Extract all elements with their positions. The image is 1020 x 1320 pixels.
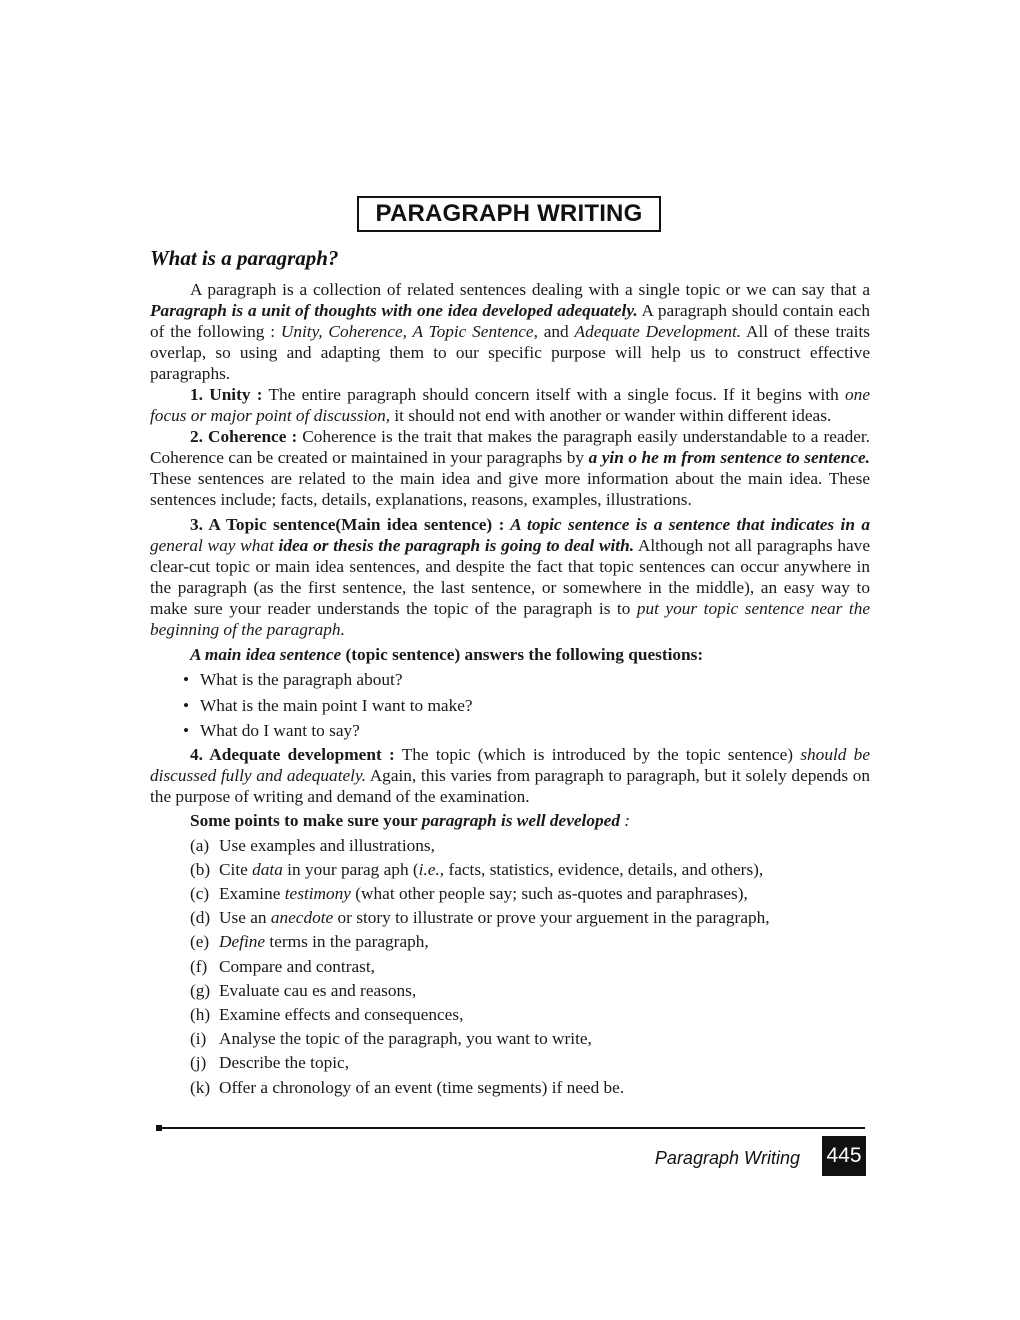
- list-item: [150, 834, 870, 858]
- item-label: (k): [190, 1077, 211, 1097]
- item-label: (c): [190, 883, 210, 903]
- item-text: Use an: [219, 908, 271, 928]
- points-heading: [150, 810, 870, 831]
- intro-text: A paragraph is a collection of related sentences dealing with a single topic or we can say that a: [190, 280, 870, 299]
- item-text: (what other people say; such as-quotes and paraphrases),: [350, 883, 748, 903]
- item-text: Evaluate cau es and reasons,: [219, 980, 417, 1000]
- item-text: Offer a chronology of an event (time segments) if need be.: [219, 1077, 625, 1097]
- list-item: [150, 906, 870, 930]
- list-item: [183, 693, 870, 719]
- list-item: [183, 718, 870, 744]
- item-label: (e): [190, 932, 210, 952]
- unity-text: it should not end with another or wander within different ideas.: [390, 406, 832, 425]
- page-title: PARAGRAPH WRITING: [357, 196, 661, 232]
- intro-text: A paragraph should contain each of the following :: [150, 301, 870, 341]
- adequate-development-paragraph: [150, 744, 870, 807]
- question-text: What do I want to say?: [200, 721, 360, 740]
- unity-text: The entire paragraph should concern itself with a single focus. If it begins with: [262, 385, 846, 404]
- points-heading-emphasis: paragraph is well developed: [421, 810, 620, 830]
- coherence-text: These sentences are related to the main idea and give more information about the main idea. These sentences include; facts, details, explanations, reasons, examples, illustrations.: [150, 469, 870, 509]
- adequate-text: The topic (which is introduced by the topic sentence): [394, 744, 801, 764]
- running-footer-title: Paragraph Writing: [654, 1148, 800, 1168]
- footer-divider: [160, 1127, 865, 1129]
- list-item: [150, 1027, 870, 1051]
- unity-label: 1. Unity :: [190, 385, 263, 404]
- list-item: [150, 1076, 870, 1100]
- traits-list: Adequate Development.: [574, 322, 742, 341]
- bullet-icon: •: [183, 670, 190, 689]
- item-text: or story to illustrate or prove your arguement in the paragraph,: [333, 908, 770, 928]
- coherence-paragraph: [150, 426, 870, 510]
- topic-label: 3. A Topic sentence(Main idea sentence) :: [190, 515, 505, 534]
- topic-text: Although not all paragraphs have clear-cut topic or main idea sentences, and despite the fact that topic sentences can occur anywhere in the paragraph (as the first sentence, the last sentence, or somewhere in the middle), an easy way to make sure your reader understands the topic of the paragraph is to: [150, 536, 870, 618]
- section-heading: What is a paragraph?: [150, 246, 339, 270]
- item-label: (h): [190, 1004, 211, 1024]
- topic-emphasis: idea or thesis the paragraph is going to deal with.: [273, 536, 635, 555]
- points-heading-colon: :: [619, 810, 631, 830]
- item-text: in your parag aph (: [282, 859, 419, 879]
- bullet-icon: •: [183, 721, 190, 740]
- adequate-italic: should be discussed fully and adequately.: [150, 744, 870, 785]
- item-italic: testimony: [284, 883, 351, 903]
- topic-italic: put your topic sentence near the beginning of the paragraph.: [150, 599, 871, 639]
- item-label: (f): [190, 956, 208, 976]
- item-italic: Define: [219, 932, 266, 952]
- item-label: (b): [190, 859, 211, 879]
- item-text: Describe the topic,: [219, 1053, 350, 1073]
- item-italic: i.e.: [418, 859, 440, 879]
- item-italic: data: [252, 859, 283, 879]
- adequate-label: 4. Adequate development :: [190, 744, 395, 764]
- item-label: (i): [190, 1029, 207, 1049]
- adequate-text: Again, this varies from paragraph to paragraph, but it solely depends on the purpose of writing and demand of the examination.: [150, 765, 870, 806]
- bullet-icon: •: [183, 695, 190, 715]
- topic-emphasis: A topic sentence is a sentence that indicates in a: [504, 515, 870, 534]
- item-text: Compare and contrast,: [219, 956, 375, 976]
- list-item: [150, 955, 870, 979]
- question-text: What is the paragraph about?: [200, 670, 403, 689]
- unity-paragraph: [150, 384, 870, 426]
- main-content: [150, 279, 870, 1100]
- item-text: Examine: [219, 883, 285, 903]
- list-item: [150, 1003, 870, 1027]
- item-label: (a): [190, 835, 210, 855]
- intro-text: All of these traits overlap, so using and adapting them to our specific purpose will help us to construct effective paragraphs.: [150, 322, 870, 383]
- topic-italic: general way what: [150, 536, 274, 555]
- list-item: [183, 667, 870, 693]
- item-text: terms in the paragraph,: [265, 932, 429, 952]
- intro-text: , and: [533, 322, 575, 341]
- item-label: (d): [190, 908, 211, 928]
- question-text: What is the main point I want to make?: [200, 695, 473, 715]
- paragraph-definition: Paragraph is a unit of thoughts with one idea developed adequately.: [150, 301, 638, 320]
- item-italic: anecdote: [270, 908, 334, 928]
- main-idea-label: A main idea sentence: [190, 645, 342, 664]
- coherence-emphasis: a yin o he m from sentence to sentence.: [588, 448, 870, 467]
- item-text: , facts, statistics, evidence, details, and others),: [439, 859, 764, 879]
- item-text: Analyse the topic of the paragraph, you want to write,: [219, 1029, 592, 1049]
- main-idea-heading: [150, 644, 870, 665]
- item-text: Cite: [219, 859, 253, 879]
- item-text: Use examples and illustrations,: [219, 835, 435, 855]
- traits-list: Unity, Coherence, A Topic Sentence: [280, 322, 534, 341]
- page-number: 445: [822, 1136, 866, 1176]
- question-list: [150, 667, 870, 744]
- topic-sentence-paragraph: [150, 514, 870, 640]
- points-list: [150, 834, 870, 1100]
- intro-paragraph: [150, 279, 870, 384]
- item-label: (g): [190, 980, 211, 1000]
- coherence-text: Coherence is the trait that makes the paragraph easily understandable to a reader. Coherence can be created or maintained in your paragraphs by: [150, 427, 870, 467]
- list-item: [150, 882, 870, 906]
- item-label: (j): [190, 1053, 207, 1073]
- list-item: [150, 858, 870, 882]
- unity-italic: one focus or major point of discussion,: [150, 385, 870, 425]
- item-text: Examine effects and consequences,: [219, 1004, 464, 1024]
- list-item: [150, 930, 870, 954]
- points-heading-text: Some points to make sure your: [190, 810, 422, 830]
- main-idea-text: (topic sentence) answers the following questions:: [341, 645, 704, 664]
- coherence-label: 2. Coherence :: [190, 427, 298, 446]
- list-item: [150, 979, 870, 1003]
- list-item: [150, 1051, 870, 1075]
